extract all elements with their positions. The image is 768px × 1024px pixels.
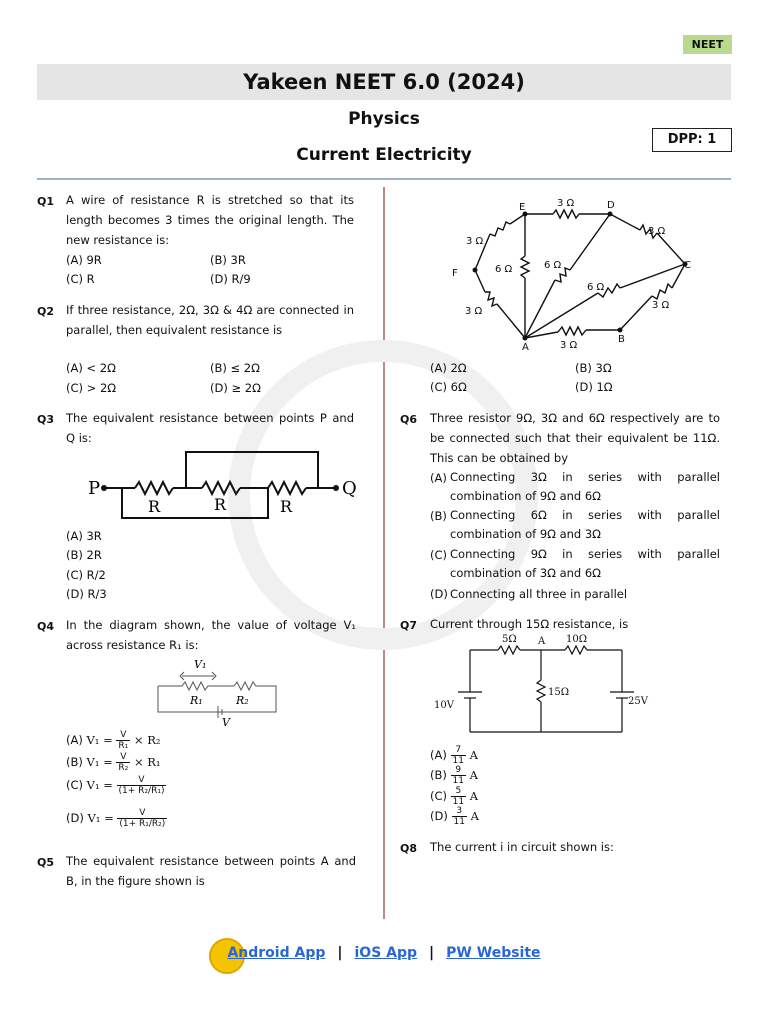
svg-text:3 Ω: 3 Ω xyxy=(560,340,578,351)
dpp-box: DPP: 1 xyxy=(652,128,732,152)
q4-circuit-diagram xyxy=(152,654,282,730)
q1-number: Q1 xyxy=(37,195,55,208)
q1-option-d: (D) R/9 xyxy=(210,272,251,286)
q7-label-15ohm: 15Ω xyxy=(548,687,570,698)
q4-option-b: (B) V₁ = $\frac{V}{\text{R₂}}$ × R₁ xyxy=(66,752,161,773)
q3-label-r2: R xyxy=(214,495,227,514)
q6-option-c: Connecting 9Ω in series with parallel combination of 3Ω and 6Ω xyxy=(450,547,720,580)
footer-links xyxy=(0,945,768,961)
q2-option-a: (A) < 2Ω xyxy=(66,361,116,375)
q7-option-a: (A) $\frac{7}{11}$ A xyxy=(430,745,478,766)
q4-text: In the diagram shown, the value of voltage V₁ across resistance R₁ is: xyxy=(66,618,356,652)
page-title: Yakeen NEET 6.0 (2024) xyxy=(37,64,731,100)
q5-node-a: A xyxy=(522,342,529,352)
q2-option-c: (C) > 2Ω xyxy=(66,381,117,395)
q5-circuit-diagram xyxy=(440,192,710,352)
q4-option-a: (A) V₁ = $\frac{V}{\text{R₁}}$ × R₂ xyxy=(66,730,161,751)
q1-option-a: (A) 9R xyxy=(66,253,102,267)
q3-label-r3: R xyxy=(280,497,293,516)
q5-node-c: C xyxy=(684,260,691,271)
svg-text:6 Ω: 6 Ω xyxy=(495,264,513,275)
q5-option-a: (A) 2Ω xyxy=(430,361,467,375)
q7-option-d: (D) $\frac{3}{11}$ A xyxy=(430,806,479,827)
q8-text: The current i in circuit shown is: xyxy=(430,840,614,854)
q4-label-r2: R₂ xyxy=(236,694,249,707)
q4-label-v: V xyxy=(222,716,230,729)
q5-node-f: F xyxy=(452,268,458,279)
q7-label-5ohm: 5Ω xyxy=(502,634,517,645)
q3-option-a: (A) 3R xyxy=(66,529,102,543)
q3-option-c: (C) R/2 xyxy=(66,568,106,582)
android-app-link[interactable]: Android App xyxy=(227,945,326,961)
q2-option-b: (B) ≤ 2Ω xyxy=(210,361,260,375)
q4-option-c: (C) V₁ = $\frac{V}{\text{(1+ R₂/R₁)}}$ xyxy=(66,775,165,796)
q5-option-b: (B) 3Ω xyxy=(575,361,612,375)
ios-app-link[interactable]: iOS App xyxy=(354,945,418,961)
q1-option-c: (C) R xyxy=(66,272,95,286)
svg-text:3 Ω: 3 Ω xyxy=(466,236,484,247)
svg-text:3 Ω: 3 Ω xyxy=(557,198,575,209)
svg-text:3 Ω: 3 Ω xyxy=(648,226,666,237)
q8-number: Q8 xyxy=(400,842,418,855)
q2-text: If three resistance, 2Ω, 3Ω & 4Ω are connected in parallel, then equivalent resistance is xyxy=(66,303,354,337)
svg-text:6 Ω: 6 Ω xyxy=(544,260,562,271)
q6-text: Three resistor 9Ω, 3Ω and 6Ω respectively are to be connected such that their equivalent be 11Ω. This can be obtained by xyxy=(430,411,720,465)
pw-website-link[interactable]: PW Website xyxy=(446,945,541,961)
q3-label-r1: R xyxy=(148,497,161,516)
q6-number: Q6 xyxy=(400,413,418,426)
q7-option-c: (C) $\frac{5}{11}$ A xyxy=(430,786,479,807)
q7-text: Current through 15Ω resistance, is xyxy=(430,617,629,631)
q5-node-e: E xyxy=(519,202,526,213)
q7-label-10ohm: 10Ω xyxy=(566,634,588,645)
q7-circuit-diagram xyxy=(430,632,660,738)
q6-option-b-label: (B) xyxy=(430,509,447,523)
q2-number: Q2 xyxy=(37,305,55,318)
q3-label-p: P xyxy=(88,478,101,499)
q5-text: The equivalent resistance between points A and B, in the figure shown is xyxy=(66,854,356,888)
q4-label-r1: R₁ xyxy=(190,694,203,707)
q7-label-10v: 10V xyxy=(434,700,454,711)
q6-option-d-label: (D) xyxy=(430,587,448,601)
q4-number: Q4 xyxy=(37,620,55,633)
q4-option-d: (D) V₁ = $\frac{V}{\text{(1+ R₁/R₂)}}$ xyxy=(66,808,166,829)
chapter-heading: Current Electricity xyxy=(296,145,472,165)
q7-label-a: A xyxy=(538,636,546,647)
svg-text:3 Ω: 3 Ω xyxy=(652,300,670,311)
q6-option-d: Connecting all three in parallel xyxy=(450,587,628,601)
q6-option-a-label: (A) xyxy=(430,471,447,485)
footer-separator: | xyxy=(337,945,343,961)
q3-option-d: (D) R/3 xyxy=(66,587,107,601)
svg-text:3 Ω: 3 Ω xyxy=(465,306,483,317)
header-divider xyxy=(37,178,731,180)
q3-label-q: Q xyxy=(342,478,357,499)
q3-option-b: (B) 2R xyxy=(66,548,102,562)
q1-text: A wire of resistance R is stretched so that its length becomes 3 times the original length. The new resistance is: xyxy=(66,193,354,247)
neet-badge: NEET xyxy=(683,35,732,54)
q5-option-d: (D) 1Ω xyxy=(575,380,613,394)
q7-number: Q7 xyxy=(400,619,418,632)
q5-option-c: (C) 6Ω xyxy=(430,380,467,394)
q3-text: The equivalent resistance between points P and Q is: xyxy=(66,411,354,445)
q5-number: Q5 xyxy=(37,856,55,869)
svg-text:6 Ω: 6 Ω xyxy=(587,282,605,293)
q6-option-a: Connecting 3Ω in series with parallel combination of 9Ω and 6Ω xyxy=(450,470,720,503)
footer-separator: | xyxy=(429,945,435,961)
q7-label-25v: 25V xyxy=(628,696,648,707)
q6-option-b: Connecting 6Ω in series with parallel combination of 9Ω and 3Ω xyxy=(450,508,720,541)
q5-node-b: B xyxy=(618,334,625,345)
q4-label-v1: V₁ xyxy=(194,658,207,671)
q7-option-b: (B) $\frac{9}{11}$ A xyxy=(430,765,478,786)
q1-option-b: (B) 3R xyxy=(210,253,246,267)
q3-circuit-diagram xyxy=(80,446,370,522)
subject-heading: Physics xyxy=(348,109,420,129)
q3-number: Q3 xyxy=(37,413,55,426)
q2-option-d: (D) ≥ 2Ω xyxy=(210,381,261,395)
q6-option-c-label: (C) xyxy=(430,548,448,562)
q5-node-d: D xyxy=(607,200,615,211)
